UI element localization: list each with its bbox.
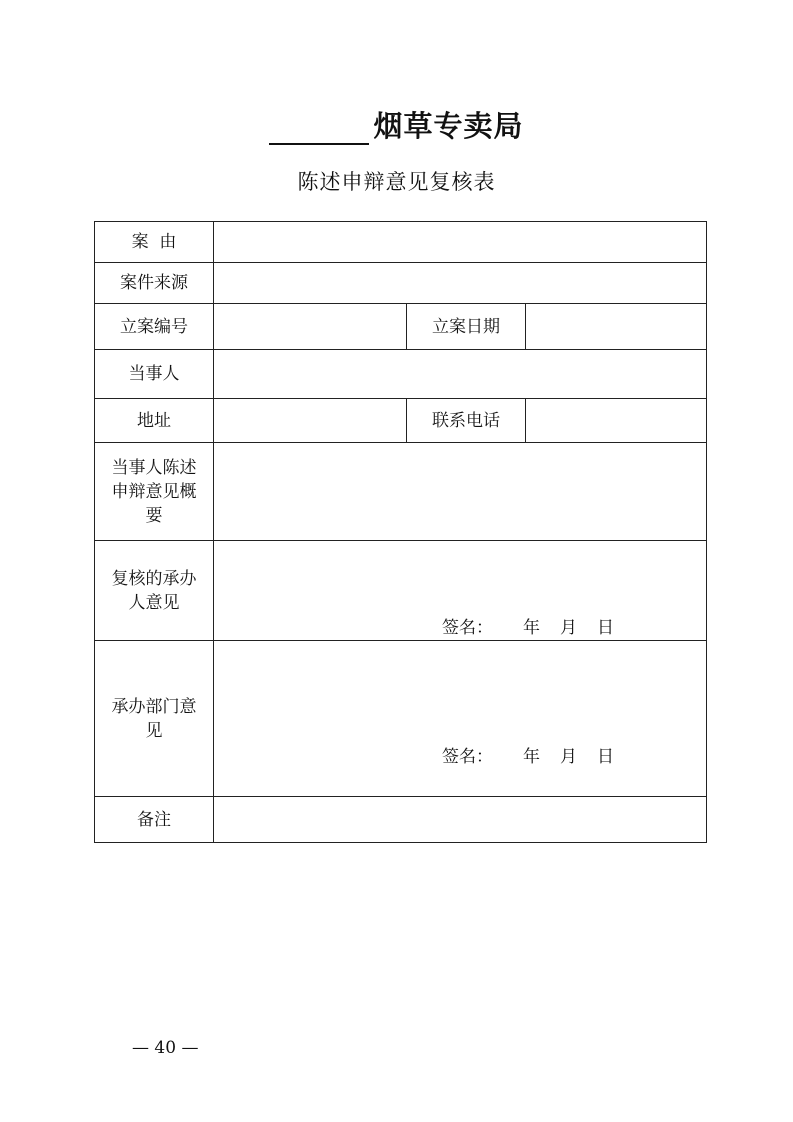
row-remarks (95, 797, 707, 843)
page-number: — 40 — (132, 1038, 199, 1058)
phone-label: 联系电话 (407, 399, 526, 443)
form-title: 陈述申辩意见复核表 (297, 170, 496, 194)
department-signature-line (442, 742, 614, 767)
handler-opinion-field[interactable] (214, 541, 707, 641)
row-statement-summary (95, 443, 707, 541)
signature-label: 签名： (442, 747, 493, 767)
case-source-label: 案件来源 (95, 263, 214, 304)
statement-summary-label: 当事人陈述申辩意见概要 (95, 443, 214, 541)
case-number-field[interactable] (214, 304, 407, 350)
row-handler-opinion (95, 541, 707, 641)
phone-field[interactable] (526, 399, 707, 443)
case-cause-label: 案 由 (95, 222, 214, 263)
row-case-source (95, 263, 707, 304)
row-party (95, 350, 707, 399)
month-label: 月 (560, 618, 577, 638)
case-date-label: 立案日期 (407, 304, 526, 350)
review-form-table (94, 221, 707, 843)
bureau-name-blank[interactable] (269, 113, 369, 145)
day-label: 日 (597, 618, 614, 638)
case-cause-field[interactable] (214, 222, 707, 263)
row-case-number (95, 304, 707, 350)
remarks-field[interactable] (214, 797, 707, 843)
row-department-opinion (95, 641, 707, 797)
handler-signature-line (442, 613, 614, 638)
department-opinion-label: 承办部门意见 (95, 641, 214, 797)
address-field[interactable] (214, 399, 407, 443)
case-number-label: 立案编号 (95, 304, 214, 350)
case-source-field[interactable] (214, 263, 707, 304)
remarks-label: 备注 (95, 797, 214, 843)
year-label: 年 (523, 618, 540, 638)
year-label: 年 (523, 747, 540, 767)
day-label: 日 (597, 747, 614, 767)
bureau-title (0, 104, 793, 145)
party-field[interactable] (214, 350, 707, 399)
address-label: 地址 (95, 399, 214, 443)
row-address (95, 399, 707, 443)
handler-opinion-label: 复核的承办人意见 (95, 541, 214, 641)
row-case-cause (95, 222, 707, 263)
bureau-title-text: 烟草专卖局 (373, 109, 524, 143)
party-label: 当事人 (95, 350, 214, 399)
signature-label: 签名： (442, 618, 493, 638)
department-opinion-field[interactable] (214, 641, 707, 797)
month-label: 月 (560, 747, 577, 767)
statement-summary-field[interactable] (214, 443, 707, 541)
case-date-field[interactable] (526, 304, 707, 350)
